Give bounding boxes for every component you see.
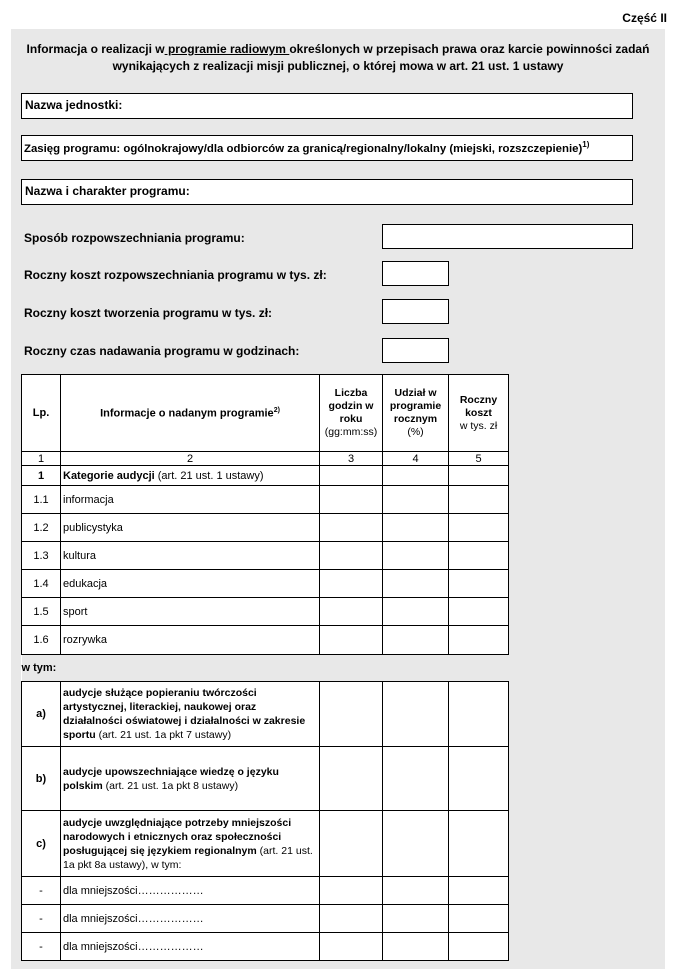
header-hours (320, 375, 383, 452)
cost-cell[interactable] (449, 466, 509, 486)
header-info (61, 375, 320, 452)
creation-cost-label: Roczny koszt tworzenia programu w tys. zł: (24, 306, 273, 320)
part-label: Część II (622, 11, 667, 25)
row-label (61, 747, 320, 811)
table-row (22, 626, 509, 655)
subcategory-row-c (22, 811, 509, 877)
share-cell[interactable] (383, 877, 449, 905)
hours-cell[interactable] (320, 905, 383, 933)
cost-cell[interactable] (449, 542, 509, 570)
program-range-label (24, 140, 589, 155)
hours-cell[interactable] (320, 933, 383, 961)
hours-cell[interactable] (320, 682, 383, 747)
header-cost (449, 375, 509, 452)
row-label-bold: audycje upowszechniające wiedzę o języku polskim (63, 765, 279, 792)
row-lp: - (22, 877, 61, 905)
hours-cell[interactable] (320, 877, 383, 905)
share-cell[interactable] (383, 811, 449, 877)
hours-cell[interactable] (320, 514, 383, 542)
category-row (22, 466, 509, 486)
share-cell[interactable] (383, 570, 449, 598)
row-label: edukacja (61, 570, 320, 598)
row-label: rozrywka (61, 626, 320, 655)
program-name-label: Nazwa i charakter programu: (25, 184, 190, 198)
table-row (22, 542, 509, 570)
row-lp: a) (22, 682, 61, 747)
distribution-label: Sposób rozpowszechniania programu: (24, 231, 245, 245)
hours-cell[interactable] (320, 486, 383, 514)
share-cell[interactable] (383, 682, 449, 747)
cost-cell[interactable] (449, 811, 509, 877)
category-label-bold: Kategorie audycji (63, 469, 155, 482)
col-number: 3 (320, 452, 383, 466)
row-label-rest: (art. 21 ust. 1a pkt 8a ustawy), w tym: (63, 844, 313, 871)
row-label-bold: audycje uwzględniające potrzeby mniejszości narodowych i etnicznych oraz społeczności posługującej się językiem regionalnym (63, 816, 292, 857)
share-cell[interactable] (383, 542, 449, 570)
row-label: dla mniejszości……………… (61, 905, 320, 933)
heading-underlined: programie radiowym (164, 42, 290, 56)
program-range-footnote: 1) (582, 140, 590, 149)
minority-row (22, 877, 509, 905)
row-label: kultura (61, 542, 320, 570)
hours-cell[interactable] (320, 811, 383, 877)
row-label: dla mniejszości……………… (61, 877, 320, 905)
heading-pre: Informacja o realizacji w (26, 42, 165, 56)
hours-cell[interactable] (320, 570, 383, 598)
minority-row (22, 905, 509, 933)
table-row (22, 598, 509, 626)
row-lp: 1.1 (22, 486, 61, 514)
col-number: 1 (22, 452, 61, 466)
share-cell[interactable] (383, 933, 449, 961)
row-label: publicystyka (61, 514, 320, 542)
col-number: 4 (383, 452, 449, 466)
cost-cell[interactable] (449, 514, 509, 542)
cost-cell[interactable] (449, 486, 509, 514)
header-share-sub: (%) (407, 426, 424, 438)
column-number-row (22, 452, 509, 466)
row-lp: b) (22, 747, 61, 811)
category-label-rest: (art. 21 ust. 1 ustawy) (154, 469, 264, 482)
row-lp: c) (22, 811, 61, 877)
cost-cell[interactable] (449, 682, 509, 747)
header-hours-main: Liczba godzin w roku (328, 387, 374, 425)
hours-cell[interactable] (320, 542, 383, 570)
row-label: sport (61, 598, 320, 626)
row-label (61, 682, 320, 747)
distribution-field[interactable] (382, 224, 633, 249)
distribution-cost-field[interactable] (382, 261, 449, 286)
cost-cell[interactable] (449, 877, 509, 905)
cost-cell[interactable] (449, 570, 509, 598)
header-hours-sub: (gg:mm:ss) (324, 426, 378, 438)
hours-cell[interactable] (320, 626, 383, 655)
row-lp: 1.4 (22, 570, 61, 598)
share-cell[interactable] (383, 905, 449, 933)
subcategory-row-b (22, 747, 509, 811)
row-lp: - (22, 905, 61, 933)
col-number: 5 (449, 452, 509, 466)
unit-name-label: Nazwa jednostki: (25, 98, 123, 112)
row-label (61, 811, 320, 877)
minority-row (22, 933, 509, 961)
row-label-bold: audycje służące popieraniu twórczości artystycznej, literackiej, naukowej oraz działalności oświatowej i działalności w zakresie sportu (63, 687, 306, 741)
program-info-table (21, 374, 509, 961)
subcategory-row-a (22, 682, 509, 747)
share-cell[interactable] (383, 514, 449, 542)
row-label: dla mniejszości……………… (61, 933, 320, 961)
cost-cell[interactable] (449, 905, 509, 933)
cost-cell[interactable] (449, 933, 509, 961)
row-lp: 1.6 (22, 626, 61, 655)
header-info-footnote: 2) (273, 406, 280, 414)
table-row (22, 486, 509, 514)
row-label: informacja (61, 486, 320, 514)
program-range-text: Zasięg programu: ogólnokrajowy/dla odbiorców za granicą/regionalny/lokalny (miejski, rozszczepienie) (24, 142, 583, 155)
cost-cell[interactable] (449, 598, 509, 626)
category-lp: 1 (22, 466, 61, 486)
cost-cell[interactable] (449, 626, 509, 655)
share-cell[interactable] (383, 486, 449, 514)
row-lp: 1.2 (22, 514, 61, 542)
header-cost-sub: w tys. zł (459, 419, 498, 432)
broadcast-time-label: Roczny czas nadawania programu w godzinach: (24, 344, 300, 358)
table-header-row (22, 375, 509, 452)
header-cost-main: Roczny koszt (459, 393, 498, 419)
table-row (22, 514, 509, 542)
row-lp: 1.3 (22, 542, 61, 570)
hours-cell[interactable] (320, 466, 383, 486)
row-lp: - (22, 933, 61, 961)
distribution-cost-label: Roczny koszt rozpowszechniania programu w tys. zł: (24, 268, 327, 282)
form-heading (11, 41, 665, 75)
header-share-main: Udział w programie rocznym (389, 387, 442, 425)
wtym-row (22, 655, 509, 682)
hours-cell[interactable] (320, 598, 383, 626)
category-label (61, 466, 320, 486)
col-number: 2 (61, 452, 320, 466)
table-row (22, 570, 509, 598)
share-cell[interactable] (383, 598, 449, 626)
heading-post: określonych w przepisach prawa oraz karcie powinności zadań wynikających z realizacji misji publicznej, o której mowa w art. 21 ust. 1 ustawy (112, 42, 650, 73)
header-info-text: Informacje o nadanym programie (100, 407, 274, 420)
creation-cost-field[interactable] (382, 299, 449, 324)
header-share (383, 375, 449, 452)
share-cell[interactable] (383, 747, 449, 811)
wtym-label: w tym: (22, 655, 509, 682)
share-cell[interactable] (383, 626, 449, 655)
share-cell[interactable] (383, 466, 449, 486)
cost-cell[interactable] (449, 747, 509, 811)
hours-cell[interactable] (320, 747, 383, 811)
header-lp: Lp. (22, 375, 61, 452)
row-lp: 1.5 (22, 598, 61, 626)
row-label-rest: (art. 21 ust. 1a pkt 7 ustawy) (95, 729, 232, 741)
broadcast-time-field[interactable] (382, 338, 449, 363)
row-label-rest: (art. 21 ust. 1a pkt 8 ustawy) (102, 779, 239, 792)
